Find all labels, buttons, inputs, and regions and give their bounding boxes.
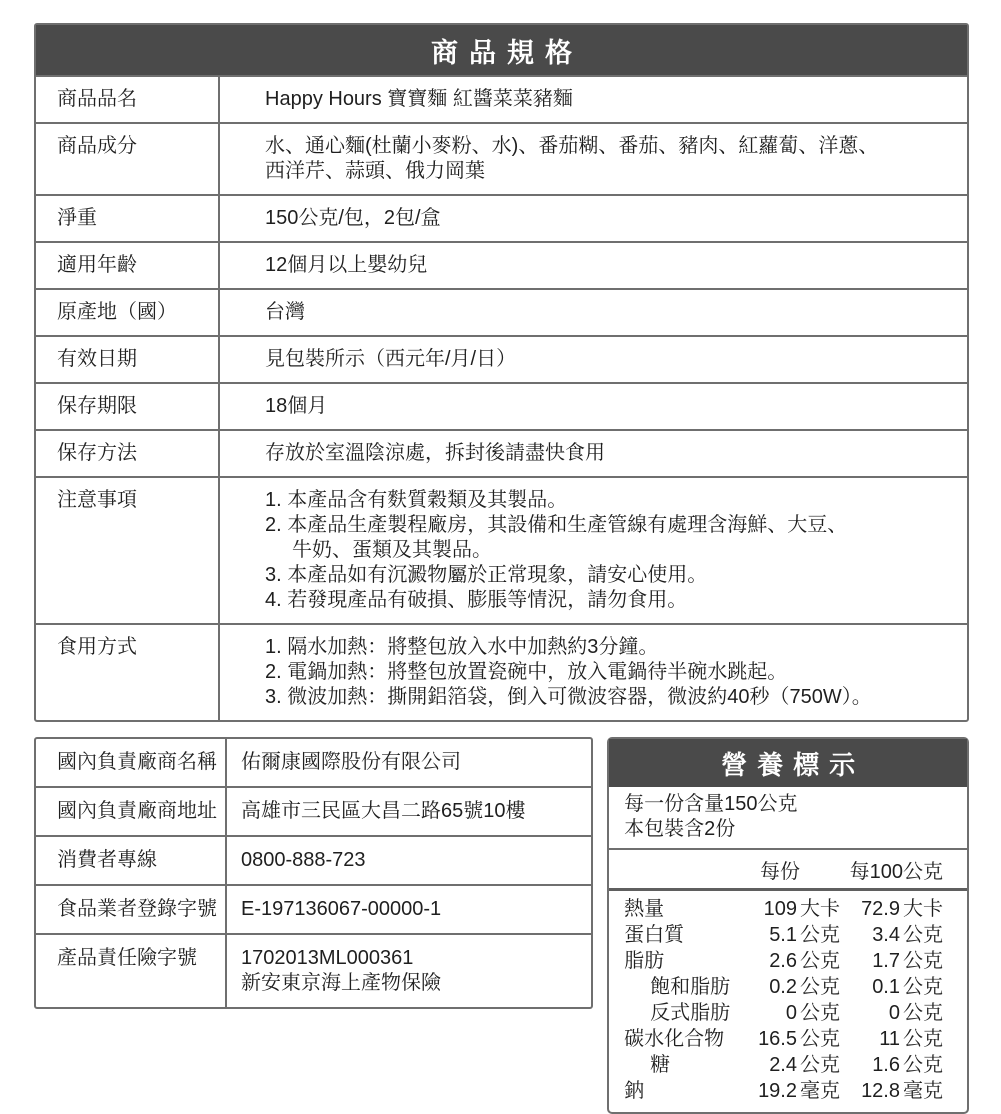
company-row	[36, 739, 591, 786]
value-line: 見包裝所示（西元年/月/日）	[265, 348, 517, 370]
spec-row-value	[220, 77, 967, 122]
company-row	[36, 933, 591, 1007]
value-line: 高雄市三民區大昌二路65號10樓	[241, 800, 526, 822]
value-line: 2. 本產品生產製程廠房，其設備和生產管線有處理含海鮮、大豆、	[265, 514, 848, 536]
amount: 0	[785, 1002, 797, 1024]
spec-row-value	[220, 124, 967, 194]
spec-row-label: 淨重	[36, 196, 220, 241]
amount: 0	[888, 1002, 900, 1024]
per-serving-value	[735, 1052, 840, 1078]
per-100g-value	[840, 922, 943, 948]
value-line: 存放於室溫陰涼處，拆封後請盡快食用	[265, 442, 605, 464]
value-line: 2. 電鍋加熱：將整包放置瓷碗中，放入電鍋待半碗水跳起。	[265, 661, 788, 683]
nutrient-row	[624, 922, 943, 948]
unit: 公克	[800, 1054, 840, 1076]
spec-row	[36, 75, 967, 122]
nutrient-name: 蛋白質	[624, 924, 685, 946]
value-line: 4. 若發現產品有破損、膨脹等情況，請勿食用。	[265, 589, 688, 611]
spec-row-label: 商品品名	[36, 77, 220, 122]
spec-row-label: 食用方式	[36, 625, 220, 720]
unit: 公克	[800, 1028, 840, 1050]
spec-row-value	[220, 478, 967, 623]
col-nutrient-spacer	[624, 855, 735, 884]
per-serving-value	[735, 974, 840, 1000]
spec-table	[34, 23, 969, 722]
amount: 2.4	[769, 1054, 797, 1076]
bottom-area	[34, 737, 969, 1114]
value-line: 西洋芹、蒜頭、俄力岡葉	[265, 160, 485, 182]
unit: 大卡	[903, 898, 943, 920]
spec-row-label: 適用年齡	[36, 243, 220, 288]
value-line: 150公克/包，2包/盒	[265, 207, 441, 229]
value-line: 12個月以上嬰幼兒	[265, 254, 428, 276]
unit: 公克	[800, 976, 840, 998]
per-100g-value	[840, 896, 943, 922]
serving-line: 每一份含量150公克	[624, 793, 798, 815]
nutrition-title: 營養標示	[609, 739, 967, 787]
company-row	[36, 786, 591, 835]
spec-row	[36, 241, 967, 288]
spec-row	[36, 429, 967, 476]
amount: 1.6	[872, 1054, 900, 1076]
nutrition-rows	[609, 891, 967, 1112]
spec-row-label: 有效日期	[36, 337, 220, 382]
nutrient-row	[624, 896, 943, 922]
company-row-value	[227, 788, 591, 835]
amount: 3.4	[872, 924, 900, 946]
value-line: 0800-888-723	[241, 849, 366, 871]
amount: 5.1	[769, 924, 797, 946]
spec-row-value	[220, 290, 967, 335]
per-100g-value	[840, 974, 943, 1000]
amount: 0.1	[872, 976, 900, 998]
nutrient-name: 熱量	[624, 898, 665, 920]
per-serving-value	[735, 1000, 840, 1026]
nutrition-column-headers	[609, 850, 967, 891]
col-per-serving: 每份	[760, 861, 800, 883]
amount: 0.2	[769, 976, 797, 998]
company-row-value	[227, 935, 591, 1007]
spec-row-value	[220, 196, 967, 241]
spec-row	[36, 335, 967, 382]
spec-row-label: 原產地（國）	[36, 290, 220, 335]
per-100g-value	[840, 1078, 943, 1104]
spec-row-label: 保存期限	[36, 384, 220, 429]
value-line: 新安東京海上產物保險	[241, 972, 441, 994]
unit: 大卡	[800, 898, 840, 920]
unit: 公克	[903, 924, 943, 946]
per-100g-value	[840, 1052, 943, 1078]
unit: 公克	[800, 950, 840, 972]
amount: 72.9	[861, 898, 900, 920]
unit: 公克	[903, 1028, 943, 1050]
company-row	[36, 884, 591, 933]
company-row	[36, 835, 591, 884]
nutrient-name: 反式脂肪	[650, 1002, 731, 1024]
spec-row	[36, 382, 967, 429]
spec-row-label: 商品成分	[36, 124, 220, 194]
value-line: 3. 本產品如有沉澱物屬於正常現象，請安心使用。	[265, 564, 708, 586]
spec-row	[36, 122, 967, 194]
unit: 毫克	[903, 1080, 943, 1102]
per-100g-value	[840, 1026, 943, 1052]
nutrient-name: 糖	[650, 1054, 671, 1076]
nutrition-table	[607, 737, 969, 1114]
per-serving-value	[735, 1026, 840, 1052]
per-100g-value	[840, 1000, 943, 1026]
nutrient-row	[624, 1000, 943, 1026]
unit: 公克	[800, 924, 840, 946]
spec-row	[36, 623, 967, 720]
value-line: 3. 微波加熱：撕開鋁箔袋，倒入可微波容器，微波約40秒（750W）。	[265, 686, 872, 708]
company-row-label: 國內負責廠商名稱	[36, 739, 227, 786]
serving-line: 本包裝含2份	[624, 818, 736, 840]
spec-row	[36, 194, 967, 241]
amount: 16.5	[758, 1028, 797, 1050]
unit: 公克	[903, 1054, 943, 1076]
amount: 1.7	[872, 950, 900, 972]
value-line: E-197136067-00000-1	[241, 898, 442, 920]
per-serving-value	[735, 948, 840, 974]
amount: 11	[879, 1028, 900, 1050]
per-serving-value	[735, 1078, 840, 1104]
value-line: 台灣	[265, 301, 305, 323]
amount: 12.8	[861, 1080, 900, 1102]
spec-row-value	[220, 384, 967, 429]
value-line: 1. 本產品含有麩質穀類及其製品。	[265, 489, 568, 511]
value-line: 18個月	[265, 395, 328, 417]
per-serving-value	[735, 896, 840, 922]
nutrient-row	[624, 1026, 943, 1052]
spec-row	[36, 476, 967, 623]
value-line: 1702013ML000361	[241, 947, 414, 969]
unit: 公克	[903, 1002, 943, 1024]
spec-table-rows	[36, 75, 967, 720]
nutrient-row	[624, 948, 943, 974]
unit: 毫克	[800, 1080, 840, 1102]
unit: 公克	[903, 950, 943, 972]
spec-row-label: 保存方法	[36, 431, 220, 476]
unit: 公克	[903, 976, 943, 998]
value-line: 牛奶、蛋類及其製品。	[292, 539, 492, 561]
amount: 2.6	[769, 950, 797, 972]
spec-row-value	[220, 337, 967, 382]
company-row-value	[227, 837, 591, 884]
value-line: Happy Hours 寶寶麵 紅醬菜菜豬麵	[265, 88, 573, 110]
col-per-100g: 每100公克	[849, 861, 943, 883]
spec-row-value	[220, 243, 967, 288]
spec-table-title: 商品規格	[36, 25, 967, 75]
nutrient-row	[624, 1078, 943, 1104]
spec-row-value	[220, 625, 967, 720]
company-row-label: 食品業者登錄字號	[36, 886, 227, 933]
spec-row	[36, 288, 967, 335]
company-row-value	[227, 886, 591, 933]
nutrient-name: 脂肪	[624, 950, 665, 972]
spec-row-label: 注意事項	[36, 478, 220, 623]
spec-row-value	[220, 431, 967, 476]
company-row-label: 產品責任險字號	[36, 935, 227, 1007]
per-100g-value	[840, 948, 943, 974]
unit: 公克	[800, 1002, 840, 1024]
company-row-label: 國內負責廠商地址	[36, 788, 227, 835]
nutrient-name: 碳水化合物	[624, 1028, 725, 1050]
amount: 19.2	[758, 1080, 797, 1102]
value-line: 1. 隔水加熱：將整包放入水中加熱約3分鐘。	[265, 636, 659, 658]
nutrient-row	[624, 1052, 943, 1078]
company-row-label: 消費者專線	[36, 837, 227, 884]
nutrient-name: 飽和脂肪	[650, 976, 731, 998]
company-info-table	[34, 737, 593, 1009]
nutrient-row	[624, 974, 943, 1000]
value-line: 水、通心麵(杜蘭小麥粉、水)、番茄糊、番茄、豬肉、紅蘿蔔、洋蔥、	[265, 135, 879, 157]
nutrient-name: 鈉	[624, 1080, 645, 1102]
company-row-value	[227, 739, 591, 786]
amount: 109	[763, 898, 797, 920]
serving-info	[609, 787, 967, 850]
value-line: 佑爾康國際股份有限公司	[241, 751, 461, 773]
per-serving-value	[735, 922, 840, 948]
